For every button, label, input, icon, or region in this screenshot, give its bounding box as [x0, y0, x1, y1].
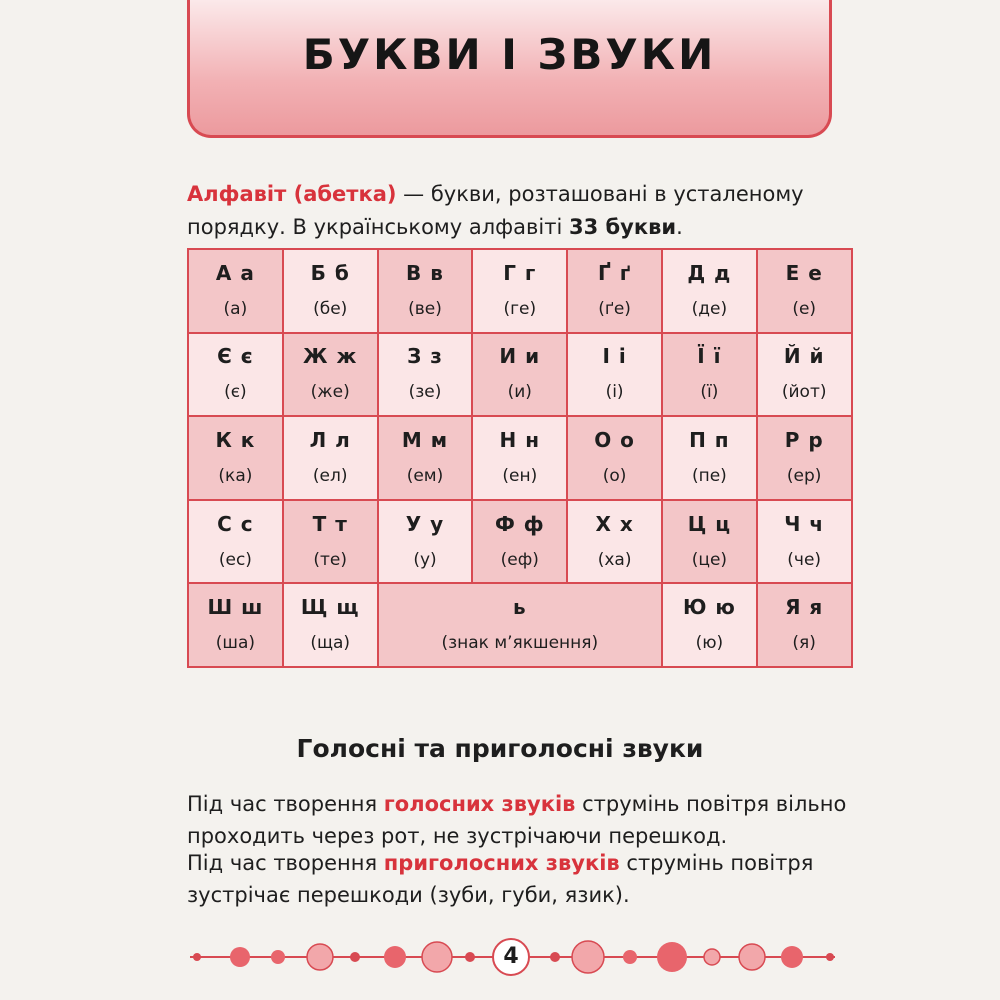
footer-dot	[623, 950, 637, 964]
alphabet-row	[188, 249, 852, 333]
letter-name: (е)	[792, 298, 817, 319]
letter-name: (де)	[691, 298, 728, 319]
letter-cell	[757, 416, 852, 500]
letter-name: (ю)	[695, 633, 724, 654]
term-alphabet: Алфавіт (абетка)	[187, 182, 397, 206]
letter-pair: С с	[217, 511, 254, 536]
letter-cell	[757, 333, 852, 417]
footer-dot	[384, 946, 406, 968]
footer-dot	[230, 947, 250, 967]
letter-pair: Щ щ	[300, 595, 360, 620]
letter-name: (є)	[224, 382, 247, 403]
letter-cell	[567, 333, 662, 417]
letter-name: (це)	[691, 549, 728, 570]
letter-name: (ве)	[408, 298, 442, 319]
letter-pair: Ш ш	[207, 595, 264, 620]
letter-pair: А а	[215, 260, 255, 285]
letter-cell	[757, 583, 852, 667]
letter-pair: Ї ї	[697, 344, 722, 369]
footer-dot	[465, 952, 475, 962]
letter-cell	[188, 416, 283, 500]
letter-pair: Ж ж	[303, 344, 358, 369]
letter-name: (те)	[313, 549, 348, 570]
letter-name: (ге)	[503, 298, 537, 319]
alphabet-row	[188, 416, 852, 500]
letter-pair: Ю ю	[682, 595, 736, 620]
letter-cell	[662, 500, 757, 584]
letter-cell	[283, 249, 378, 333]
letter-name: (ґе)	[598, 298, 631, 319]
alphabet-row	[188, 583, 852, 667]
letter-cell	[378, 416, 473, 500]
letter-cell	[188, 249, 283, 333]
footer-dot	[826, 953, 834, 961]
letter-name: (ї)	[700, 382, 719, 403]
letter-cell	[283, 583, 378, 667]
footer-dot	[550, 952, 560, 962]
alphabet-row	[188, 500, 852, 584]
letter-name: (и)	[507, 382, 532, 403]
alphabet-table	[187, 248, 853, 668]
letter-pair: Ф ф	[494, 511, 545, 536]
page-title: БУКВИ І ЗВУКИ	[302, 30, 717, 79]
letter-pair: Б б	[310, 260, 350, 285]
footer-dot	[572, 941, 604, 973]
letter-name: (і)	[605, 382, 624, 403]
letter-cell	[188, 500, 283, 584]
letter-name: (пе)	[691, 465, 727, 486]
letter-cell	[378, 333, 473, 417]
letter-cell	[662, 249, 757, 333]
letter-name: (у)	[413, 549, 437, 570]
footer-dot	[739, 944, 765, 970]
footer-dot	[704, 949, 720, 965]
letter-cell	[378, 249, 473, 333]
letter-count: 33 букви	[568, 215, 677, 239]
paragraph-text: струмінь повітря вільно проходить через рот, не зустрічаючи перешкод.	[187, 792, 847, 848]
letter-pair: Й й	[783, 344, 825, 369]
letter-pair: Н н	[499, 427, 541, 452]
letter-name: (йот)	[781, 382, 827, 403]
letter-pair: Л л	[309, 427, 351, 452]
paragraph-text: Під час творення	[187, 792, 384, 816]
footer-dot	[350, 952, 360, 962]
letter-cell	[472, 500, 567, 584]
letter-name: (зе)	[408, 382, 442, 403]
letter-pair: Є є	[217, 344, 254, 369]
letter-pair: Ґ ґ	[598, 260, 632, 285]
letter-pair: И и	[499, 344, 541, 369]
letter-name: (ща)	[310, 633, 351, 654]
letter-pair: П п	[689, 427, 730, 452]
letter-pair: Т т	[312, 511, 348, 536]
alphabet-definition	[187, 178, 847, 244]
letter-pair: ь	[512, 595, 527, 620]
letter-name: (ес)	[218, 549, 252, 570]
letter-name: (еф)	[500, 549, 539, 570]
letter-cell	[567, 249, 662, 333]
letter-cell	[472, 416, 567, 500]
letter-cell-soft-sign	[378, 583, 662, 667]
definition-text: — букви, розташовані в усталеному порядку. В українському алфавіті	[187, 182, 804, 239]
letter-cell	[378, 500, 473, 584]
letter-cell	[662, 416, 757, 500]
letter-cell	[757, 249, 852, 333]
letter-pair: Х х	[595, 511, 634, 536]
alphabet-row	[188, 333, 852, 417]
letter-pair: Ц ц	[687, 511, 732, 536]
letter-name: (ка)	[218, 465, 253, 486]
letter-cell	[283, 333, 378, 417]
header-banner	[187, 0, 832, 138]
letter-pair: З з	[407, 344, 443, 369]
letter-name: (знак м’якшення)	[441, 633, 599, 654]
letter-name: (о)	[602, 465, 627, 486]
consonants-paragraph	[187, 847, 847, 911]
letter-pair: У у	[405, 511, 445, 536]
letter-pair: Г г	[503, 260, 537, 285]
letter-name: (бе)	[313, 298, 348, 319]
letter-cell	[472, 249, 567, 333]
letter-name: (ел)	[312, 465, 348, 486]
letter-pair: О о	[594, 427, 635, 452]
letter-pair: Р р	[784, 427, 824, 452]
letter-pair: Д д	[687, 260, 732, 285]
paragraph-text: Під час творення	[187, 851, 384, 875]
footer-dot	[271, 950, 285, 964]
letter-pair: Е е	[785, 260, 823, 285]
letter-pair: Ч ч	[784, 511, 825, 536]
letter-name: (же)	[310, 382, 350, 403]
letter-pair: М м	[401, 427, 449, 452]
footer-dot	[307, 944, 333, 970]
letter-name: (ша)	[215, 633, 256, 654]
letter-name: (ен)	[502, 465, 538, 486]
letter-cell	[188, 583, 283, 667]
letter-name: (ха)	[597, 549, 632, 570]
letter-pair: К к	[215, 427, 256, 452]
letter-cell	[472, 333, 567, 417]
letter-pair: І і	[602, 344, 627, 369]
page-number: 4	[492, 938, 530, 976]
letter-name: (я)	[792, 633, 816, 654]
letter-cell	[567, 416, 662, 500]
footer-dot	[781, 946, 803, 968]
letter-cell	[567, 500, 662, 584]
definition-end: .	[676, 215, 683, 239]
letter-cell	[662, 333, 757, 417]
letter-cell	[283, 500, 378, 584]
paragraph-text: струмінь повітря зустрічає перешкоди (зуби, губи, язик).	[187, 851, 814, 907]
letter-name: (а)	[223, 298, 248, 319]
letter-pair: В в	[406, 260, 444, 285]
letter-cell	[283, 416, 378, 500]
letter-cell	[188, 333, 283, 417]
footer-dot	[422, 942, 452, 972]
letter-pair: Я я	[785, 595, 824, 620]
term-vowels: голосних звуків	[383, 792, 576, 816]
vowels-paragraph	[187, 788, 847, 852]
footer-dot	[193, 953, 201, 961]
footer-dot	[657, 942, 687, 972]
letter-name: (че)	[787, 549, 822, 570]
section-title: Голосні та приголосні звуки	[296, 734, 704, 763]
term-consonants: приголосних звуків	[383, 851, 620, 875]
letter-cell	[757, 500, 852, 584]
letter-name: (ер)	[786, 465, 822, 486]
letter-name: (ем)	[406, 465, 444, 486]
letter-cell	[662, 583, 757, 667]
